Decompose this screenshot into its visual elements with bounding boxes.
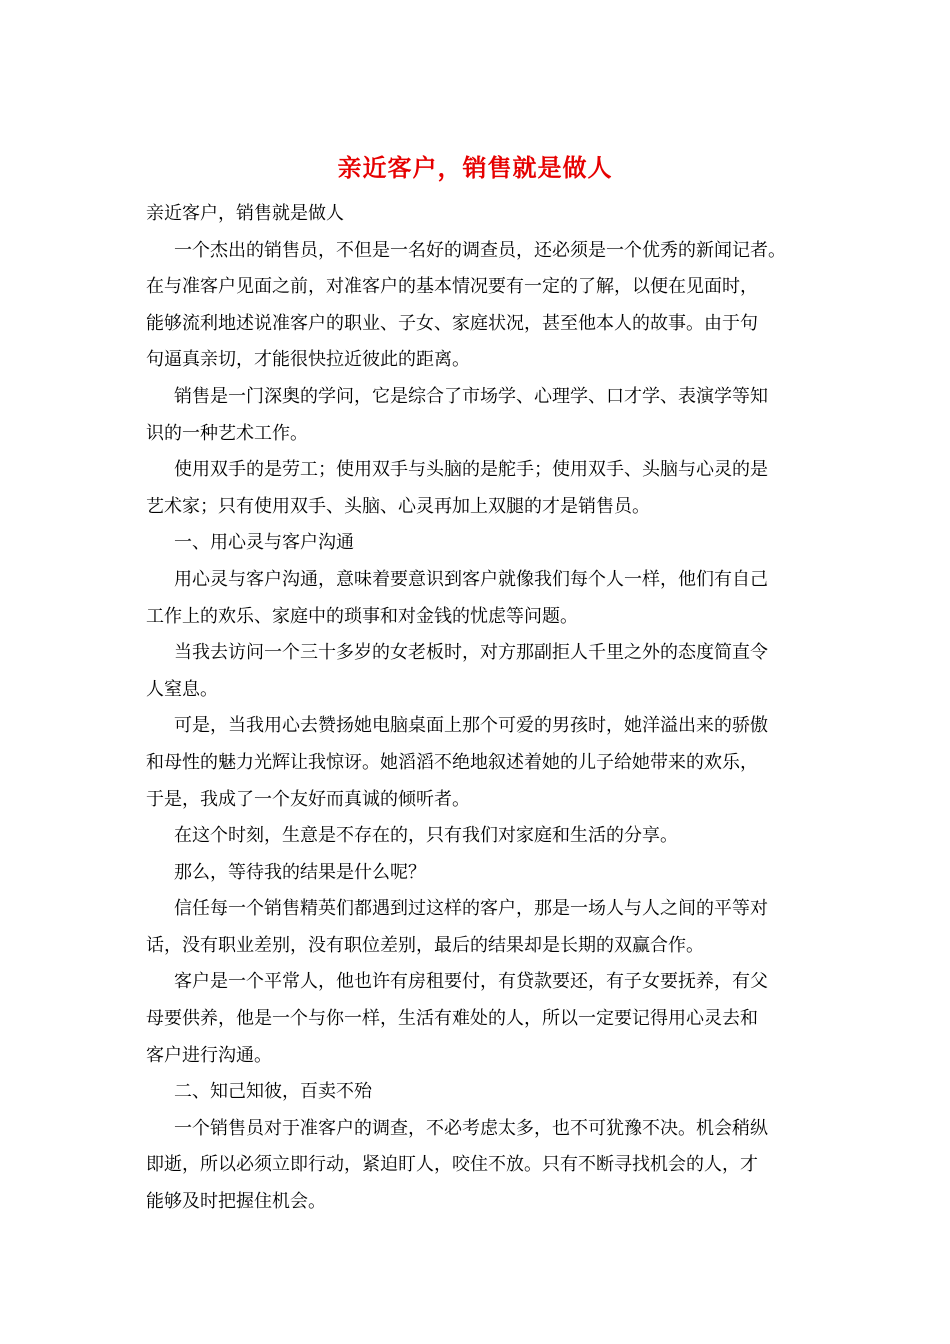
text-line: 亲近客户，销售就是做人	[146, 203, 344, 224]
text-line: 客户是一个平常人，他也许有房租要付，有贷款要还，有子女要抚养，有父	[174, 971, 768, 993]
text-line: 可是，当我用心去赞扬她电脑桌面上那个可爱的男孩时，她洋溢出来的骄傲	[174, 715, 768, 737]
text-line: 于是，我成了一个友好而真诚的倾听者。	[146, 788, 470, 810]
text-line: 能够流利地述说准客户的职业、子女、家庭状况，甚至他本人的故事。由于句	[146, 312, 758, 334]
text-line: 即逝，所以必须立即行动，紧迫盯人，咬住不放。只有不断寻找机会的人，才	[146, 1154, 758, 1176]
text-line: 话，没有职业差别，没有职位差别，最后的结果却是长期的双赢合作。	[146, 934, 704, 956]
document-title: 亲近客户，销售就是做人	[337, 153, 613, 182]
text-line: 二、知己知彼，百卖不殆	[174, 1081, 372, 1103]
text-line: 艺术家；只有使用双手、头脑、心灵再加上双腿的才是销售员。	[146, 495, 650, 517]
text-line: 在这个时刻，生意是不存在的，只有我们对家庭和生活的分享。	[174, 825, 678, 847]
text-line: 母要供养，他是一个与你一样，生活有难处的人，所以一定要记得用心灵去和	[146, 1008, 758, 1030]
text-line: 识的一种艺术工作。	[146, 422, 308, 444]
text-line: 用心灵与客户沟通，意味着要意识到客户就像我们每个人一样，他们有自己	[174, 568, 768, 590]
text-line: 工作上的欢乐、家庭中的琐事和对金钱的忧虑等问题。	[146, 605, 578, 627]
text-line: 能够及时把握住机会。	[146, 1191, 326, 1213]
text-line: 当我去访问一个三十多岁的女老板时，对方那副拒人千里之外的态度简直令	[174, 642, 768, 664]
text-line: 一个销售员对于准客户的调查，不必考虑太多，也不可犹豫不决。机会稍纵	[174, 1117, 768, 1139]
text-line: 人窒息。	[146, 678, 218, 700]
text-line: 和母性的魅力光辉让我惊讶。她滔滔不绝地叙述着她的儿子给她带来的欢乐，	[146, 751, 758, 773]
text-line: 在与准客户见面之前，对准客户的基本情况要有一定的了解，以便在见面时，	[146, 276, 758, 298]
text-line: 那么，等待我的结果是什么呢？	[174, 861, 426, 883]
document-body	[146, 196, 814, 1221]
text-line: 使用双手的是劳工；使用双手与头脑的是舵手；使用双手、头脑与心灵的是	[174, 459, 768, 481]
text-line: 销售是一门深奥的学问，它是综合了市场学、心理学、口才学、表演学等知	[174, 385, 768, 407]
text-line: 信任每一个销售精英们都遇到过这样的客户，那是一场人与人之间的平等对	[174, 898, 768, 920]
text-line: 一、用心灵与客户沟通	[174, 532, 354, 554]
text-line: 句逼真亲切，才能很快拉近彼此的距离。	[146, 349, 470, 371]
text-line: 客户进行沟通。	[146, 1044, 272, 1066]
text-line: 一个杰出的销售员，不但是一名好的调查员，还必须是一个优秀的新闻记者。	[174, 239, 786, 261]
